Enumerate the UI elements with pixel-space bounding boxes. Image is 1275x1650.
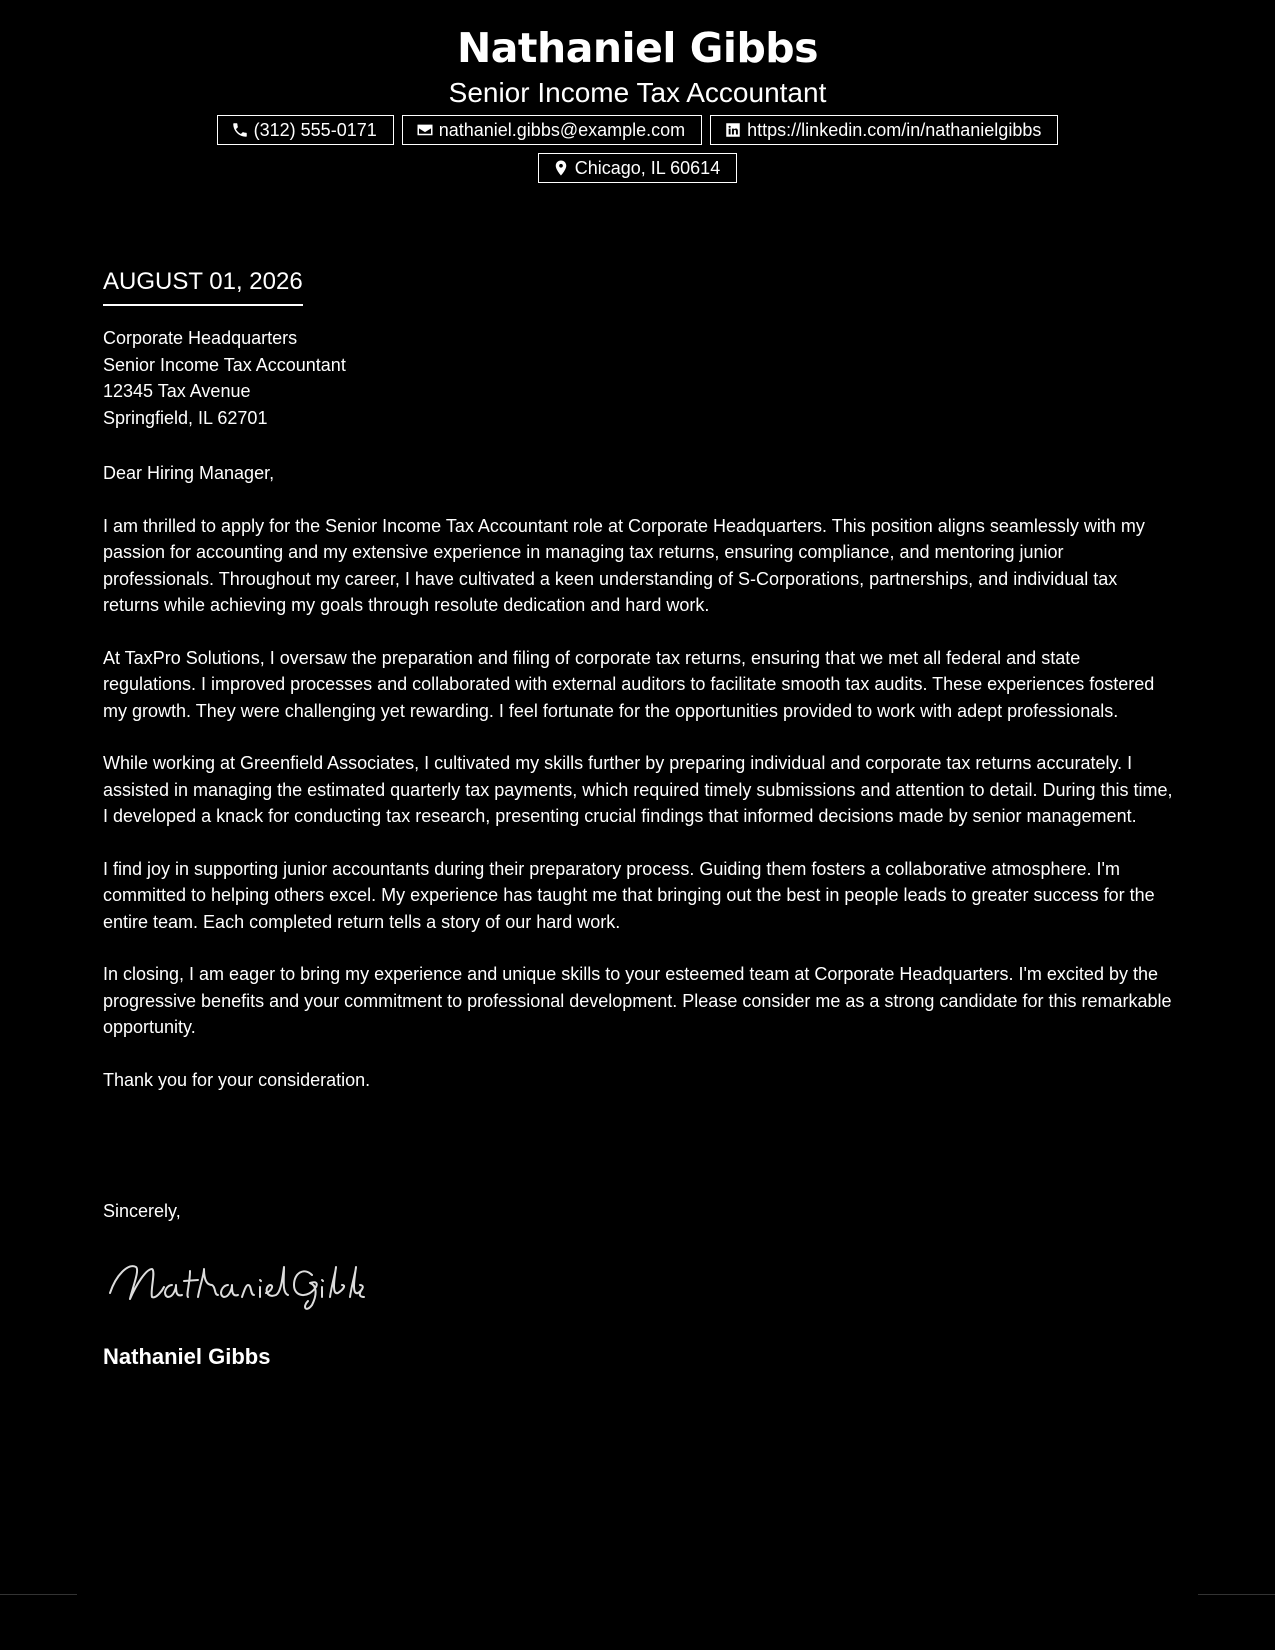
location-contact[interactable] bbox=[538, 153, 737, 183]
linkedin-contact[interactable] bbox=[710, 115, 1058, 145]
recipient-address bbox=[103, 325, 346, 431]
body-paragraph: At TaxPro Solutions, I oversaw the preparation and filing of corporate tax returns, ensuring that we met all federal and state regulations. I improved processes and collaborated with external auditors to facilitate smooth tax audits. These experiences fostered my growth. They were challenging yet rewarding. I feel fortunate for the opportunities provided to work with adept professionals. bbox=[103, 647, 1155, 721]
phone-text: (312) 555-0171 bbox=[253, 120, 377, 140]
date-block bbox=[103, 268, 303, 306]
body-paragraph: While working at Greenfield Associates, I cultivated my skills further by preparing individual and corporate tax returns accurately. I assisted in managing the estimated quarterly tax payments, which required timely submissions and attention to detail. During this time, I developed a knack for conducting tax research, presenting crucial findings that informed decisions made by senior management. bbox=[103, 753, 1173, 826]
recipient-city: Springfield, IL 62701 bbox=[103, 407, 268, 428]
linkedin-icon bbox=[724, 121, 742, 139]
thank-you-line: Thank you for your consideration. bbox=[103, 1069, 371, 1090]
linkedin-text: https://linkedin.com/in/nathanielgibbs bbox=[747, 120, 1042, 140]
body-paragraph: I find joy in supporting junior accountants during their preparatory process. Guiding them fosters a collaborative atmosphere. I'm committed to helping others excel. My experience has taught me that bringing out the best in people leads to greater success for the entire team. Each completed return tells a story of our hard work. bbox=[103, 858, 1155, 932]
signed-name: Nathaniel Gibbs bbox=[103, 1344, 271, 1369]
applicant-title: Senior Income Tax Accountant bbox=[448, 77, 827, 108]
applicant-name: Nathaniel Gibbs bbox=[456, 24, 819, 72]
letter-header bbox=[0, 20, 1275, 183]
handwritten-signature bbox=[106, 1255, 366, 1320]
letter-date: AUGUST 01, 2026 bbox=[103, 268, 303, 306]
location-text: Chicago, IL 60614 bbox=[574, 158, 721, 178]
contact-list bbox=[178, 115, 1098, 183]
recipient-position: Senior Income Tax Accountant bbox=[103, 354, 346, 375]
closing-line: Sincerely, bbox=[103, 1201, 181, 1221]
letter-body bbox=[103, 460, 1178, 1119]
recipient-street: 12345 Tax Avenue bbox=[103, 381, 251, 401]
body-paragraph: I am thrilled to apply for the Senior Income Tax Accountant role at Corporate Headquarters. This position aligns seamlessly with my passion for accounting and my extensive experience in managing tax returns, ensuring compliance, and mentoring junior professionals. Throughout my career, I have cultivated a keen understanding of S-Corporations, partnerships, and individual tax returns while achieving my goals through resolute dedication and hard work. bbox=[103, 515, 1145, 615]
body-paragraph: In closing, I am eager to bring my experience and unique skills to your esteemed team at Corporate Headquarters. I'm excited by the progressive benefits and your commitment to professional development. Please consider me as a strong candidate for this remarkable opportunity. bbox=[103, 964, 1172, 1037]
recipient-company: Corporate Headquarters bbox=[103, 328, 298, 348]
phone-contact[interactable] bbox=[217, 115, 394, 145]
email-text: nathaniel.gibbs@example.com bbox=[438, 120, 686, 140]
phone-icon bbox=[231, 121, 249, 139]
footer-divider-right bbox=[1198, 1594, 1275, 1595]
envelope-icon bbox=[416, 121, 434, 139]
map-marker-icon bbox=[552, 159, 570, 177]
salutation: Dear Hiring Manager, bbox=[103, 463, 275, 483]
email-contact[interactable] bbox=[402, 115, 702, 145]
footer-divider-left bbox=[0, 1594, 77, 1595]
